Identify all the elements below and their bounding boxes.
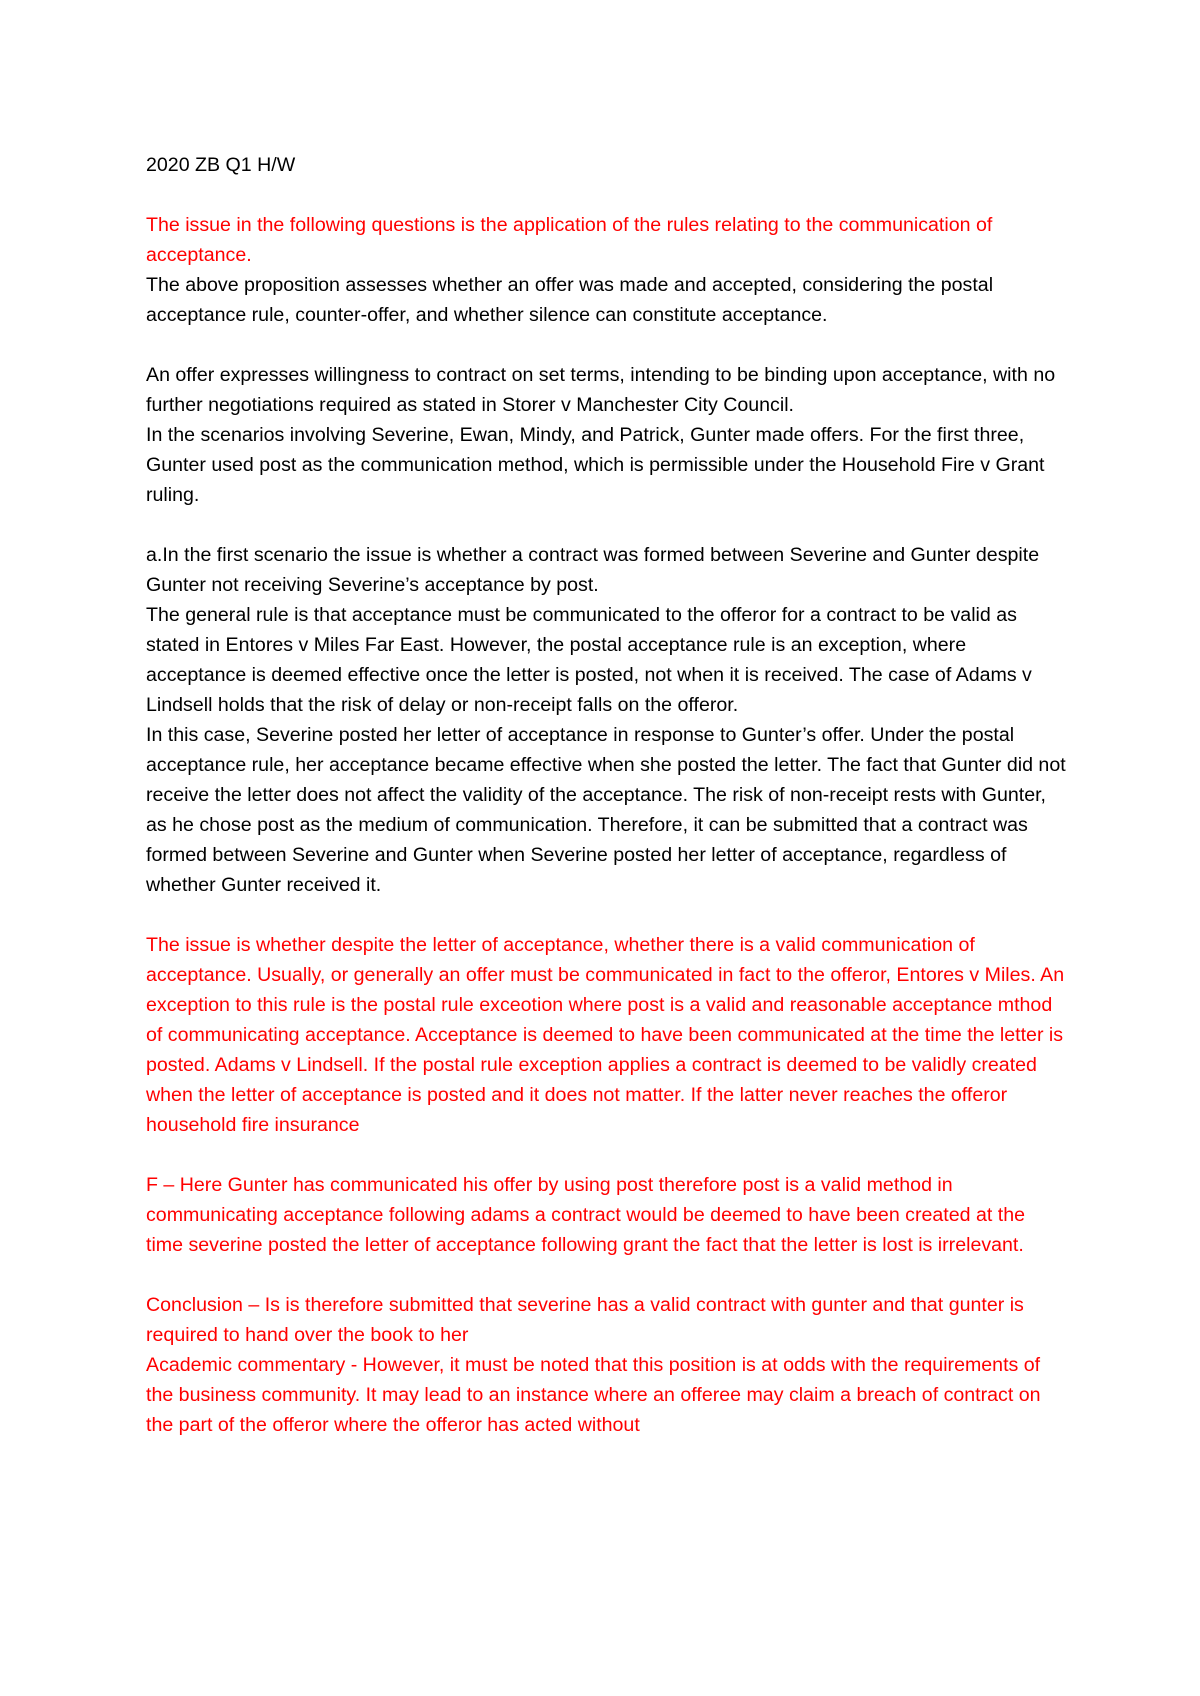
proposition-paragraph: The above proposition assesses whether an offer was made and accepted, considering the postal acceptance rule, counter-offer, and whether silence can constitute acceptance.	[146, 274, 994, 326]
spacer	[146, 180, 1066, 210]
spacer	[146, 1260, 1066, 1290]
application-paragraph: In this case, Severine posted her letter of acceptance in response to Gunter’s offer. Under the postal acceptance rule, her acceptance became effective when she posted the letter. The fact that Gunter did not receive the letter does not affect the validity of the acceptance. The risk of non-receipt rests with Gunter, as he chose post as the medium of communication. Therefore, it can be submitted that a contract was formed between Severine and Gunter when Severine posted her letter of acceptance, regardless of whether Gunter received it.	[146, 724, 1066, 896]
conclusion-paragraph: Conclusion – Is is therefore submitted that severine has a valid contract with gunter and that gunter is required to hand over the book to her	[146, 1294, 1024, 1346]
document-title: 2020 ZB Q1 H/W	[146, 154, 296, 176]
spacer	[146, 900, 1066, 930]
academic-commentary-paragraph: Academic commentary - However, it must be noted that this position is at odds with the requirements of the business community. It may lead to an instance where an offeree may claim a breach of contract on the part of the offeror where the offeror has acted without	[146, 1354, 1041, 1436]
spacer	[146, 510, 1066, 540]
issue-rule-paragraph: The issue is whether despite the letter of acceptance, whether there is a valid communication of acceptance. Usually, or generally an offer must be communicated in fact to the offeror, Entores v Miles. An exception to this rule is the postal rule exceotion where post is a valid and reasonable acceptance mthod of communicating acceptance. Acceptance is deemed to have been communicated at the time the letter is posted. Adams v Lindsell. If the postal rule exception applies a contract is deemed to be validly created when the letter of acceptance is posted and it does not matter. If the latter never reaches the offeror household fire insurance	[146, 934, 1065, 1136]
general-rule-paragraph: The general rule is that acceptance must be communicated to the offeror for a contract to be valid as stated in Entores v Miles Far East. However, the postal acceptance rule is an exception, where acceptance is deemed effective once the letter is posted, not when it is received. The case of Adams v Lindsell holds that the risk of delay or non-receipt falls on the offeror.	[146, 604, 1032, 716]
spacer	[146, 330, 1066, 360]
spacer	[146, 1140, 1066, 1170]
document-body	[146, 150, 1066, 1440]
offer-definition-paragraph: An offer expresses willingness to contract on set terms, intending to be binding upon acceptance, with no further negotiations required as stated in Storer v Manchester City Council.	[146, 364, 1056, 416]
scenarios-paragraph: In the scenarios involving Severine, Ewan, Mindy, and Patrick, Gunter made offers. For the first three, Gunter used post as the communication method, which is permissible under the Household Fire v Grant ruling.	[146, 424, 1045, 506]
scenario-a-issue-paragraph: a.In the first scenario the issue is whether a contract was formed between Severine and Gunter despite Gunter not receiving Severine’s acceptance by post.	[146, 544, 1040, 596]
facts-paragraph: F – Here Gunter has communicated his offer by using post therefore post is a valid method in communicating acceptance following adams a contract would be deemed to have been created at the time severine posted the letter of acceptance following grant the fact that the letter is lost is irrelevant.	[146, 1174, 1025, 1256]
issue-statement: The issue in the following questions is the application of the rules relating to the communication of acceptance.	[146, 214, 993, 266]
